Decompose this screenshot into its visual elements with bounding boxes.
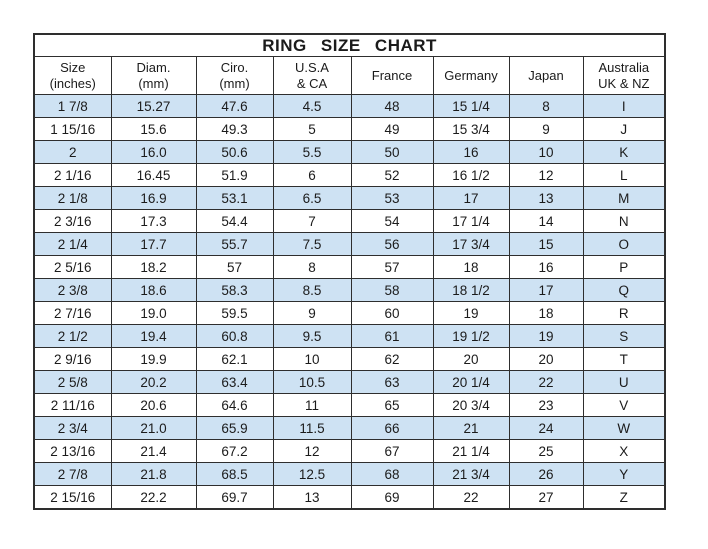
table-row	[34, 325, 665, 348]
table-cell: 21.8	[111, 463, 196, 486]
table-cell: 60	[351, 302, 433, 325]
table-cell: 47.6	[196, 95, 273, 118]
table-row	[34, 164, 665, 187]
table-cell: 1 15/16	[34, 118, 111, 141]
ring-size-table-body	[34, 95, 665, 510]
table-cell: 11.5	[273, 417, 351, 440]
table-cell: 51.9	[196, 164, 273, 187]
table-row	[34, 95, 665, 118]
table-cell: P	[583, 256, 665, 279]
column-header-line: Germany	[444, 67, 498, 83]
table-cell: 18	[509, 302, 583, 325]
table-cell: 20.6	[111, 394, 196, 417]
column-header-line: Diam.	[136, 60, 171, 76]
table-cell: 12	[509, 164, 583, 187]
table-cell: 2 1/8	[34, 187, 111, 210]
table-cell: 63.4	[196, 371, 273, 394]
table-cell: 12	[273, 440, 351, 463]
table-row	[34, 118, 665, 141]
table-cell: 2 7/16	[34, 302, 111, 325]
table-cell: J	[583, 118, 665, 141]
table-cell: 18 1/2	[433, 279, 509, 302]
column-header-line: France	[371, 67, 413, 83]
table-cell: 17.7	[111, 233, 196, 256]
table-cell: 17	[433, 187, 509, 210]
table-cell: 20.2	[111, 371, 196, 394]
table-cell: 2 1/2	[34, 325, 111, 348]
table-cell: 63	[351, 371, 433, 394]
table-cell: K	[583, 141, 665, 164]
table-cell: 54	[351, 210, 433, 233]
table-cell: V	[583, 394, 665, 417]
table-cell: 15 3/4	[433, 118, 509, 141]
table-cell: 58.3	[196, 279, 273, 302]
table-cell: 22	[509, 371, 583, 394]
chart-title-row	[34, 34, 665, 57]
table-cell: 67	[351, 440, 433, 463]
table-cell: 68.5	[196, 463, 273, 486]
column-header-line: Size	[60, 60, 86, 76]
table-row	[34, 417, 665, 440]
table-cell: Y	[583, 463, 665, 486]
table-cell: 19.9	[111, 348, 196, 371]
table-cell: 17 3/4	[433, 233, 509, 256]
table-cell: S	[583, 325, 665, 348]
table-cell: 20	[433, 348, 509, 371]
table-cell: 68	[351, 463, 433, 486]
table-cell: 21 3/4	[433, 463, 509, 486]
table-cell: 57	[196, 256, 273, 279]
table-cell: Q	[583, 279, 665, 302]
table-row	[34, 141, 665, 164]
column-header-row	[34, 57, 665, 95]
table-cell: 9	[509, 118, 583, 141]
column-header-usa-ca	[273, 57, 351, 95]
table-cell: 8.5	[273, 279, 351, 302]
column-header-line: UK & NZ	[598, 75, 650, 91]
table-cell: 69	[351, 486, 433, 510]
table-row	[34, 394, 665, 417]
table-cell: 2	[34, 141, 111, 164]
table-cell: 2 9/16	[34, 348, 111, 371]
table-cell: 13	[509, 187, 583, 210]
table-cell: 10.5	[273, 371, 351, 394]
table-cell: 2 3/4	[34, 417, 111, 440]
table-row	[34, 371, 665, 394]
table-cell: 15.27	[111, 95, 196, 118]
table-cell: 4.5	[273, 95, 351, 118]
table-cell: 49	[351, 118, 433, 141]
table-cell: N	[583, 210, 665, 233]
table-cell: 20	[509, 348, 583, 371]
table-row	[34, 486, 665, 510]
column-header-line: Australia	[598, 60, 650, 76]
column-header-line: Ciro.	[220, 60, 249, 76]
table-cell: 49.3	[196, 118, 273, 141]
table-head	[34, 34, 665, 95]
table-cell: 2 13/16	[34, 440, 111, 463]
table-cell: 5	[273, 118, 351, 141]
table-cell: 62	[351, 348, 433, 371]
table-cell: 10	[509, 141, 583, 164]
table-cell: 19.4	[111, 325, 196, 348]
table-cell: 67.2	[196, 440, 273, 463]
table-cell: R	[583, 302, 665, 325]
table-row	[34, 463, 665, 486]
column-header-line: (inches)	[49, 75, 96, 91]
table-cell: 20 1/4	[433, 371, 509, 394]
table-cell: 27	[509, 486, 583, 510]
table-cell: 1 7/8	[34, 95, 111, 118]
table-cell: 21.4	[111, 440, 196, 463]
column-header-line: & CA	[296, 75, 328, 91]
table-row	[34, 348, 665, 371]
table-cell: 57	[351, 256, 433, 279]
column-header-line: U.S.A	[295, 60, 329, 76]
column-header-size-inches	[34, 57, 111, 95]
table-cell: 2 1/4	[34, 233, 111, 256]
table-cell: 26	[509, 463, 583, 486]
table-cell: 2 5/8	[34, 371, 111, 394]
table-cell: 11	[273, 394, 351, 417]
table-cell: 2 1/16	[34, 164, 111, 187]
table-cell: 65	[351, 394, 433, 417]
table-cell: 50	[351, 141, 433, 164]
table-cell: 16.45	[111, 164, 196, 187]
table-cell: 56	[351, 233, 433, 256]
column-header-line: (mm)	[138, 75, 169, 91]
table-row	[34, 302, 665, 325]
table-cell: 16.0	[111, 141, 196, 164]
table-cell: W	[583, 417, 665, 440]
table-cell: 7.5	[273, 233, 351, 256]
table-row	[34, 187, 665, 210]
table-cell: 23	[509, 394, 583, 417]
table-cell: 21.0	[111, 417, 196, 440]
table-cell: 25	[509, 440, 583, 463]
table-cell: 65.9	[196, 417, 273, 440]
table-row	[34, 440, 665, 463]
table-cell: O	[583, 233, 665, 256]
table-cell: 15.6	[111, 118, 196, 141]
table-cell: X	[583, 440, 665, 463]
column-header-australia-uk-nz	[583, 57, 665, 95]
table-row	[34, 256, 665, 279]
table-cell: 52	[351, 164, 433, 187]
table-cell: 66	[351, 417, 433, 440]
table-cell: 16 1/2	[433, 164, 509, 187]
table-cell: 58	[351, 279, 433, 302]
table-cell: 19.0	[111, 302, 196, 325]
table-cell: 6.5	[273, 187, 351, 210]
table-cell: 2 3/16	[34, 210, 111, 233]
column-header-ciro-mm	[196, 57, 273, 95]
table-cell: 9.5	[273, 325, 351, 348]
table-cell: 22	[433, 486, 509, 510]
table-cell: 55.7	[196, 233, 273, 256]
table-cell: 2 3/8	[34, 279, 111, 302]
table-cell: 10	[273, 348, 351, 371]
table-cell: 54.4	[196, 210, 273, 233]
table-cell: 2 11/16	[34, 394, 111, 417]
table-cell: 60.8	[196, 325, 273, 348]
table-cell: M	[583, 187, 665, 210]
table-cell: 8	[509, 95, 583, 118]
table-cell: 69.7	[196, 486, 273, 510]
column-header-france	[351, 57, 433, 95]
table-cell: T	[583, 348, 665, 371]
table-cell: 2 7/8	[34, 463, 111, 486]
table-cell: 2 15/16	[34, 486, 111, 510]
table-cell: 64.6	[196, 394, 273, 417]
table-row	[34, 210, 665, 233]
table-cell: 21 1/4	[433, 440, 509, 463]
table-cell: 17.3	[111, 210, 196, 233]
table-cell: 19	[433, 302, 509, 325]
table-cell: 17 1/4	[433, 210, 509, 233]
table-cell: L	[583, 164, 665, 187]
table-cell: 7	[273, 210, 351, 233]
table-cell: 53.1	[196, 187, 273, 210]
table-cell: 8	[273, 256, 351, 279]
column-header-japan	[509, 57, 583, 95]
table-cell: 15 1/4	[433, 95, 509, 118]
table-cell: 13	[273, 486, 351, 510]
table-cell: 17	[509, 279, 583, 302]
column-header-diam-mm	[111, 57, 196, 95]
table-cell: I	[583, 95, 665, 118]
table-cell: 19	[509, 325, 583, 348]
chart-title: RING SIZE CHART	[34, 34, 665, 57]
table-cell: 18	[433, 256, 509, 279]
table-cell: 16.9	[111, 187, 196, 210]
table-cell: 19 1/2	[433, 325, 509, 348]
table-cell: 61	[351, 325, 433, 348]
table-cell: 14	[509, 210, 583, 233]
table-cell: 16	[433, 141, 509, 164]
table-cell: 15	[509, 233, 583, 256]
table-cell: 53	[351, 187, 433, 210]
table-cell: 24	[509, 417, 583, 440]
table-cell: 18.2	[111, 256, 196, 279]
table-cell: 18.6	[111, 279, 196, 302]
table-cell: 5.5	[273, 141, 351, 164]
table-cell: 48	[351, 95, 433, 118]
table-cell: 59.5	[196, 302, 273, 325]
table-cell: 9	[273, 302, 351, 325]
column-header-line: (mm)	[219, 75, 250, 91]
table-cell: 22.2	[111, 486, 196, 510]
column-header-line: Japan	[528, 67, 564, 83]
table-cell: 21	[433, 417, 509, 440]
table-cell: U	[583, 371, 665, 394]
table-row	[34, 233, 665, 256]
column-header-germany	[433, 57, 509, 95]
table-cell: 16	[509, 256, 583, 279]
table-cell: 12.5	[273, 463, 351, 486]
table-cell: 20 3/4	[433, 394, 509, 417]
table-cell: 2 5/16	[34, 256, 111, 279]
table-cell: 50.6	[196, 141, 273, 164]
table-row	[34, 279, 665, 302]
table-cell: 62.1	[196, 348, 273, 371]
ring-size-chart-table	[33, 33, 666, 510]
table-cell: Z	[583, 486, 665, 510]
table-cell: 6	[273, 164, 351, 187]
